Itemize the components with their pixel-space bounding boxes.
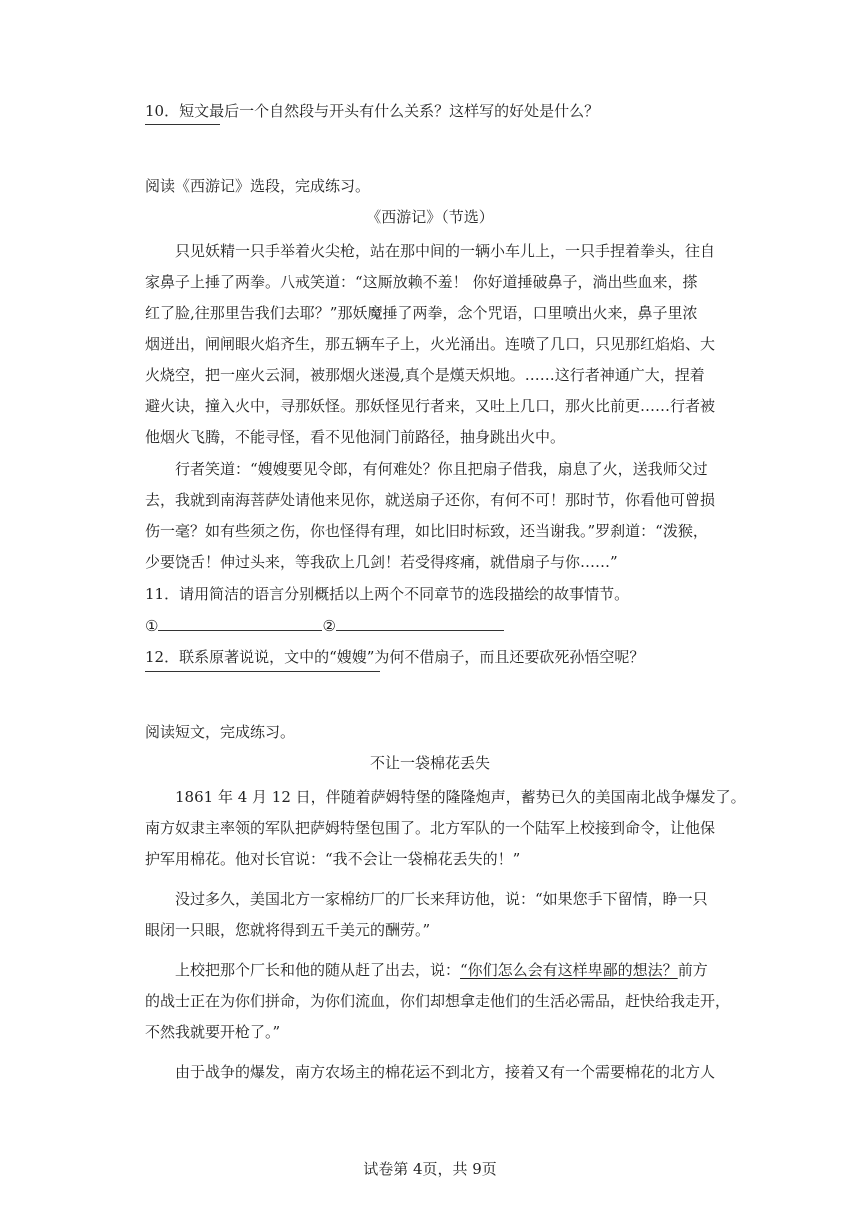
question-11: 11．请用简洁的语言分别概括以上两个不同章节的选段描绘的故事情节。: [145, 585, 630, 603]
answer-row-11: [145, 615, 715, 636]
section2-p3-line: 的战士正在为你们拼命，为你们流血，你们却想拿走他们的生活必需品，赶快给我走开，: [145, 992, 731, 1010]
answer-blank-10[interactable]: [145, 123, 220, 125]
section1-p1-line: 他烟火飞腾，不能寻怪，看不见他洞门前路径，抽身跳出火中。: [145, 428, 566, 446]
section2-p3-prefix: 上校把那个厂长和他的随从赶了出去，说：: [175, 961, 461, 979]
underlined-sentence: “你们怎么会有这样卑鄙的想法？: [460, 961, 678, 979]
section2-intro: 阅读短文，完成练习。: [145, 723, 296, 741]
section2-p1-line: 护军用棉花。他对长官说：“我不会让一袋棉花丢失的！”: [145, 850, 521, 868]
section2-p3-line: [145, 960, 715, 980]
answer-label-2: ②: [322, 617, 336, 635]
section1-p1-line: 避火诀，撞入火中，寻那妖怪。那妖怪见行者来，又吐上几口，那火比前更……行者被: [145, 397, 716, 415]
section1-intro: 阅读《西游记》选段，完成练习。: [145, 177, 371, 195]
section2-p3-suffix: 前方: [677, 961, 708, 979]
section1-p2-line: 去，我就到南海菩萨处请他来见你，就送扇子还你，有何不可！那时节，你看他可曾损: [145, 491, 716, 509]
section1-p1-line: 只见妖精一只手举着火尖枪，站在那中间的一辆小车儿上，一只手捏着拳头，往自: [175, 242, 716, 260]
answer-label-1: ①: [145, 617, 159, 635]
section1-p1-line: 烟迸出，闸闸眼火焰齐生，那五辆车子上，火光涌出。连喷了几口，只见那红焰焰、大: [145, 335, 716, 353]
section2-p2-line: 眼闭一只眼，您就将得到五千美元的酬劳。”: [145, 921, 431, 939]
section2-p2-line: 没过多久，美国北方一家棉纺厂的厂长来拜访他，说：“如果您手下留情，睁一只: [175, 890, 708, 908]
question-10: 10．短文最后一个自然段与开头有什么关系？这样写的好处是什么？: [145, 102, 600, 120]
answer-blank-11-2[interactable]: [336, 615, 504, 631]
answer-blank-11-1[interactable]: [158, 615, 322, 631]
question-12: 12．联系原著说说，文中的“嫂嫂”为何不借扇子，而且还要砍死孙悟空呢？: [145, 648, 645, 666]
section2-p1-line: 南方奴隶主率领的军队把萨姆特堡包围了。北方军队的一个陆军上校接到命令，让他保: [145, 819, 716, 837]
section2-title: 不让一袋棉花丢失: [369, 754, 490, 772]
section1-p1-line: 红了脸,往那里告我们去耶？”那妖魔捶了两拳，念个咒语，口里喷出火来，鼻子里浓: [145, 304, 698, 322]
section2-p3-line: 不然我就要开枪了。”: [145, 1023, 281, 1041]
answer-blank-12[interactable]: [145, 670, 380, 672]
section1-p2-line: 伤一毫？如有些须之伤，你也怪得有理，如比旧时标致，还当谢我。”罗刹道：“泼猴，: [145, 522, 708, 540]
section2-p4-line: 由于战争的爆发，南方农场主的棉花运不到北方，接着又有一个需要棉花的北方人: [175, 1063, 716, 1081]
section1-p1-line: 家鼻子上捶了两拳。八戒笑道：“这厮放赖不羞！ 你好道捶破鼻子，淌出些血来，搽: [145, 273, 698, 291]
section1-p2-line: 少要饶舌！伸过头来，等我砍上几剑！若受得疼痛，就借扇子与你……”: [145, 553, 618, 571]
section1-p1-line: 火烧空，把一座火云洞，被那烟火迷漫,真个是熯天炽地。……这行者神通广大，捏着: [145, 366, 705, 384]
page-footer: 试卷第 4页，共 9页: [363, 1160, 497, 1178]
section2-p1-line: 1861 年 4 月 12 日，伴随着萨姆特堡的隆隆炮声，蓄势已久的美国南北战争爆发了。: [175, 788, 746, 806]
section1-title: 《西游记》（节选）: [366, 208, 494, 226]
section1-p2-line: 行者笑道：“嫂嫂要见令郎，有何难处？你且把扇子借我，扇息了火，送我师父过: [175, 460, 708, 478]
